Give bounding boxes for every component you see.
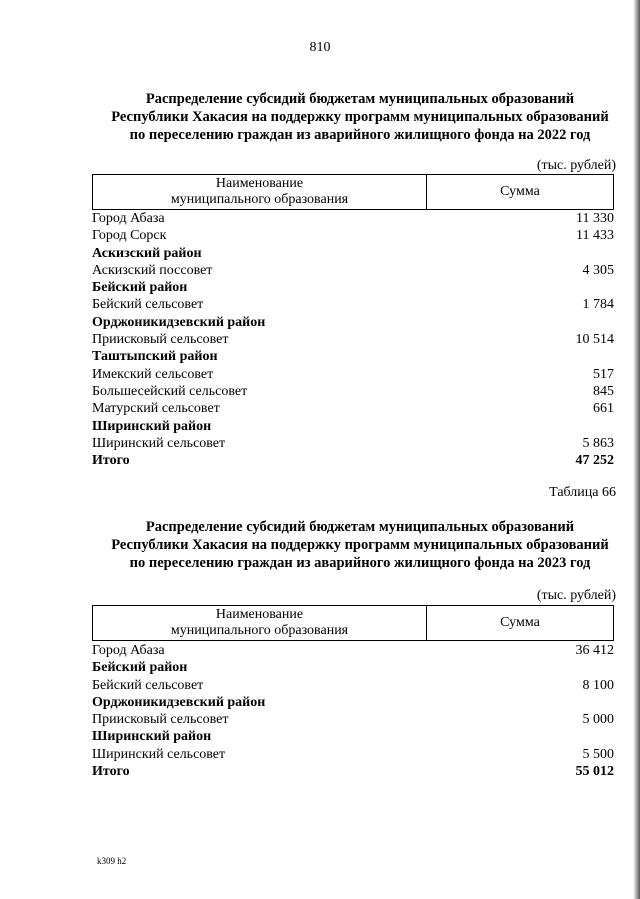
table-row bbox=[92, 711, 614, 728]
row-name: Город Сорск bbox=[92, 228, 167, 244]
section2-title bbox=[80, 518, 640, 572]
row-name: Бейский сельсовет bbox=[92, 677, 204, 693]
section2-title-line: Распределение субсидий бюджетам муниципальных образований bbox=[145, 519, 575, 535]
section1-header-name bbox=[93, 175, 427, 209]
row-value: 47 252 bbox=[575, 453, 614, 469]
total-row bbox=[92, 452, 614, 469]
row-value: 55 012 bbox=[575, 764, 614, 780]
row-value: 1 784 bbox=[582, 297, 614, 313]
row-name: Бейский сельсовет bbox=[92, 297, 204, 313]
row-value: 10 514 bbox=[575, 332, 614, 348]
row-value: 661 bbox=[593, 401, 614, 417]
section2-title-line: по переселению граждан из аварийного жилищного фонда на 2023 год bbox=[129, 555, 591, 571]
row-name: Таштыпский район bbox=[92, 349, 218, 365]
row-value: 517 bbox=[593, 366, 614, 382]
row-name: Орджоникидзевский район bbox=[92, 694, 266, 710]
row-name: Большесейский сельсовет bbox=[92, 383, 248, 399]
table-label: Таблица 66 bbox=[549, 485, 616, 500]
row-value: 8 100 bbox=[582, 677, 614, 693]
row-name: Бейский район bbox=[92, 280, 188, 296]
row-value: 5 000 bbox=[582, 712, 614, 728]
row-name: Приисковый сельсовет bbox=[92, 332, 229, 348]
table-row bbox=[92, 435, 614, 452]
section2-table-header bbox=[92, 605, 614, 641]
row-value: 36 412 bbox=[575, 643, 614, 658]
district-row bbox=[92, 694, 614, 711]
district-row bbox=[92, 314, 614, 331]
header-name-line2: муниципального образования bbox=[170, 623, 349, 638]
table-row bbox=[92, 677, 614, 694]
row-name: Итого bbox=[92, 764, 130, 780]
row-name: Итого bbox=[92, 453, 130, 469]
row-name: Ширинский сельсовет bbox=[92, 746, 226, 762]
district-row bbox=[92, 245, 614, 262]
section1-unit: (тыс. рублей) bbox=[536, 158, 616, 173]
scan-edge-shadow bbox=[633, 0, 640, 899]
header-name-line1: Наименование bbox=[215, 607, 304, 622]
row-name: Ширинский район bbox=[92, 729, 212, 745]
section2-header-sum: Сумма bbox=[500, 615, 540, 630]
row-value: 5 863 bbox=[582, 435, 614, 451]
row-name: Матурский сельсовет bbox=[92, 401, 220, 417]
section2-unit: (тыс. рублей) bbox=[536, 588, 616, 603]
row-value: 5 500 bbox=[582, 746, 614, 762]
section1-title-line: по переселению граждан из аварийного жилищного фонда на 2022 год bbox=[129, 127, 591, 143]
section2-table-body bbox=[92, 642, 614, 780]
row-name: Орджоникидзевский район bbox=[92, 314, 266, 330]
section1-title-line: Распределение субсидий бюджетам муниципальных образований bbox=[145, 91, 575, 107]
row-value: 11 433 bbox=[576, 228, 614, 244]
section2-title-line: Республики Хакасия на поддержку программ муниципальных образований bbox=[111, 537, 609, 553]
section2-header-name bbox=[93, 606, 427, 640]
table-row bbox=[92, 383, 614, 400]
row-name: Аскизский район bbox=[92, 245, 202, 261]
table-row bbox=[92, 210, 614, 227]
district-row bbox=[92, 728, 614, 745]
row-name: Приисковый сельсовет bbox=[92, 712, 229, 728]
table-row bbox=[92, 296, 614, 313]
section1-title-line: Республики Хакасия на поддержку программ муниципальных образований bbox=[111, 109, 609, 125]
table-row bbox=[92, 262, 614, 279]
row-name: Город Абаза bbox=[92, 643, 165, 658]
row-value: 4 305 bbox=[582, 262, 614, 278]
district-row bbox=[92, 279, 614, 296]
section1-title bbox=[80, 90, 640, 144]
row-name: Ширинский район bbox=[92, 418, 212, 434]
table-row bbox=[92, 331, 614, 348]
row-name: Аскизский поссовет bbox=[92, 262, 213, 278]
table-row bbox=[92, 227, 614, 244]
row-name: Бейский район bbox=[92, 660, 188, 676]
table-row bbox=[92, 642, 614, 659]
header-name-line1: Наименование bbox=[215, 176, 304, 191]
section1-table-body bbox=[92, 210, 614, 469]
row-name: Ширинский сельсовет bbox=[92, 435, 226, 451]
table-row bbox=[92, 746, 614, 763]
footer-code: k309 h2 bbox=[97, 856, 127, 866]
table-row bbox=[92, 400, 614, 417]
table-row bbox=[92, 366, 614, 383]
row-value: 845 bbox=[593, 383, 614, 399]
section1-table-header bbox=[92, 174, 614, 210]
district-row bbox=[92, 348, 614, 365]
section1-header-sum: Сумма bbox=[500, 184, 540, 199]
district-row bbox=[92, 659, 614, 676]
row-name: Имекский сельсовет bbox=[92, 366, 214, 382]
page-number: 810 bbox=[309, 40, 331, 55]
header-name-line2: муниципального образования bbox=[170, 192, 349, 207]
row-value: 11 330 bbox=[576, 211, 614, 226]
total-row bbox=[92, 763, 614, 780]
row-name: Город Абаза bbox=[92, 211, 165, 226]
district-row bbox=[92, 418, 614, 435]
